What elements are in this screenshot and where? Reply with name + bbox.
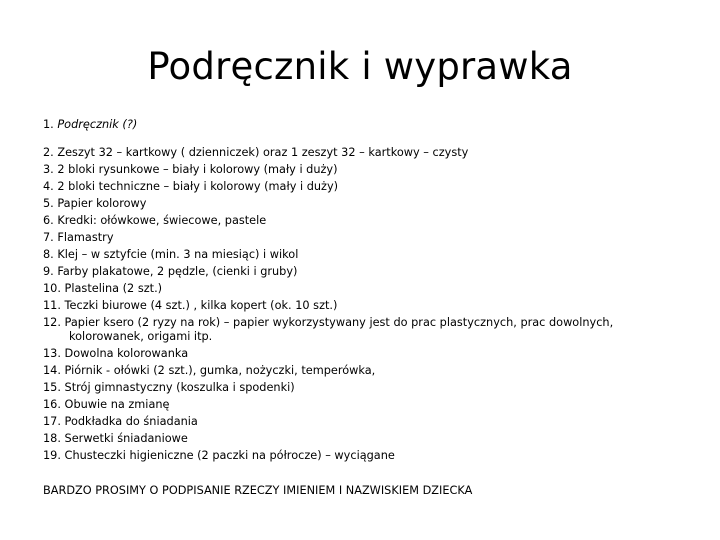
list-item-15: 15. Strój gimnastyczny (koszulka i spodenki): [43, 381, 295, 394]
list-item-1: [43, 116, 683, 133]
list-item-14: 14. Piórnik - ołówki (2 szt.), gumka, nożyczki, temperówka,: [43, 364, 376, 377]
list-item-12-continuation: kolorowanek, origami itp.: [69, 330, 213, 343]
list-item-18: 18. Serwetki śniadaniowe: [43, 432, 188, 445]
list-item-10: 10. Plastelina (2 szt.): [43, 282, 163, 295]
list-item-4: 4. 2 bloki techniczne – biały i kolorowy (mały i duży): [43, 180, 339, 193]
list-item-16: 16. Obuwie na zmianę: [43, 398, 170, 411]
supply-list: [43, 116, 683, 499]
list-item-1-number: 1.: [43, 118, 54, 131]
list-item-7: 7. Flamastry: [43, 231, 114, 244]
list-item-8: 8. Klej – w sztyfcie (min. 3 na miesiąc) i wikol: [43, 248, 299, 261]
list-item-3: 3. 2 bloki rysunkowe – biały i kolorowy (mały i duży): [43, 163, 338, 176]
list-item-1-text: Podręcznik (?): [57, 118, 138, 131]
list-item-11: 11. Teczki biurowe (4 szt.) , kilka kopert (ok. 10 szt.): [43, 299, 338, 312]
list-item-6: 6. Kredki: ołówkowe, świecowe, pastele: [43, 214, 267, 227]
list-item-5: 5. Papier kolorowy: [43, 197, 147, 210]
labeling-notice: BARDZO PROSIMY O PODPISANIE RZECZY IMIENIEM I NAZWISKIEM DZIECKA: [43, 484, 473, 497]
list-item-12: 12. Papier ksero (2 ryzy na rok) – papier wykorzystywany jest do prac plastycznych, prac dowolnych,: [43, 316, 614, 329]
list-item-9: 9. Farby plakatowe, 2 pędzle, (cienki i gruby): [43, 265, 298, 278]
list-item-13: 13. Dowolna kolorowanka: [43, 347, 189, 360]
list-item-2: 2. Zeszyt 32 – kartkowy ( dzienniczek) oraz 1 zeszyt 32 – kartkowy – czysty: [43, 146, 469, 159]
list-item-19: 19. Chusteczki higieniczne (2 paczki na półrocze) – wyciągane: [43, 449, 395, 462]
list-item-17: 17. Podkładka do śniadania: [43, 415, 198, 428]
slide-title: Podręcznik i wyprawka: [147, 45, 573, 88]
